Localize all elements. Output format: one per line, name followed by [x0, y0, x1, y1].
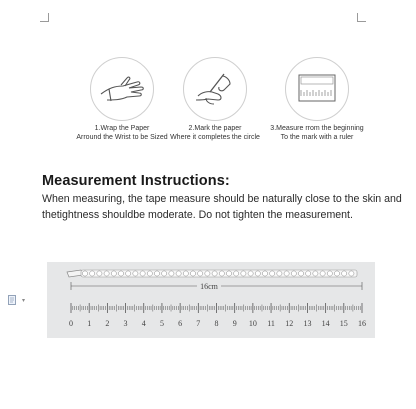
mark-pen-icon	[183, 57, 247, 121]
step-caption-title: 2.Mark the paper	[188, 125, 242, 132]
measurement-instructions: When measuring, the tape measure should be naturally close to the skin and thetightness shouldbe moderate. Do not tighten the measurement.	[42, 193, 402, 221]
step-caption-title: 1.Wrap the Paper	[94, 125, 150, 132]
bracelet-stone	[277, 271, 282, 276]
bracelet-stone	[104, 271, 109, 276]
ruler-tick-label: 12	[285, 319, 294, 328]
bracelet-stone	[320, 271, 325, 276]
ruler-tick-label: 6	[178, 319, 183, 328]
bracelet-stone	[183, 271, 188, 276]
ruler-tick-label: 10	[248, 319, 257, 328]
bracelet-stone	[118, 271, 123, 276]
ruler-tick-label: 13	[303, 319, 312, 328]
bracelet-stone	[313, 271, 318, 276]
bracelet-stone	[255, 271, 260, 276]
step-caption-detail: Where it completes the circle	[170, 134, 260, 141]
bracelet-stone	[291, 271, 296, 276]
ruler-tick-label: 2	[105, 319, 110, 328]
ruler-tick-label: 7	[196, 319, 201, 328]
bracelet-stone	[97, 271, 102, 276]
ruler-tick-label: 3	[123, 319, 128, 328]
ruler-tick-label: 14	[321, 319, 330, 328]
crop-mark-top-left	[40, 13, 49, 22]
bracelet-stone	[298, 271, 303, 276]
bracelet-stone	[270, 271, 275, 276]
bracelet-stone	[349, 271, 354, 276]
bracelet-stone	[190, 271, 195, 276]
ruler-tick-label: 1	[87, 319, 92, 328]
bracelet-stone	[126, 271, 131, 276]
bracelet-stone	[327, 271, 332, 276]
bracelet-chain	[67, 270, 357, 277]
bracelet-stone	[198, 271, 203, 276]
bracelet-stone	[90, 271, 95, 276]
bracelet-stone	[241, 271, 246, 276]
bracelet-stone	[147, 271, 152, 276]
ruler-ticks	[71, 303, 362, 313]
ruler-tick-label: 5	[159, 319, 164, 328]
bracelet-stone	[162, 271, 167, 276]
step-measure-ruler	[252, 57, 382, 142]
bracelet-stone	[212, 271, 217, 276]
step-caption-title: 3.Measure rrom the beginning	[270, 125, 364, 132]
bracelet-ruler-panel	[47, 262, 375, 338]
bracelet-stone	[248, 271, 253, 276]
ruler-tick-label: 8	[214, 319, 219, 328]
crop-mark-top-right	[357, 13, 366, 22]
span-label: 16cm	[200, 282, 218, 291]
ruler-labels	[69, 319, 366, 328]
bracelet-stone	[205, 271, 210, 276]
ruler-graphic	[47, 262, 375, 338]
bracelet-stone	[226, 271, 231, 276]
wrist-wrap-icon	[90, 57, 154, 121]
span-indicator	[71, 281, 362, 291]
bracelet-stone	[111, 271, 116, 276]
step-caption-detail: Arround the Wrist to be Sized	[76, 134, 168, 141]
bracelet-stone	[176, 271, 181, 276]
step-caption-detail: To the mark with a ruler	[280, 134, 354, 141]
ruler-measure-icon	[285, 57, 349, 121]
bracelet-stone	[284, 271, 289, 276]
bracelet-stone	[82, 271, 87, 276]
ruler-tick-label: 16	[358, 319, 366, 328]
ruler-tick-label: 11	[267, 319, 275, 328]
bracelet-stone	[306, 271, 311, 276]
bracelet-stone	[334, 271, 339, 276]
bracelet-stone	[219, 271, 224, 276]
document-indicator-dot: ▾	[22, 298, 26, 304]
ruler-tick-label: 9	[232, 319, 237, 328]
bracelet-stone	[262, 271, 267, 276]
bracelet-stone	[234, 271, 239, 276]
bracelet-stone	[140, 271, 145, 276]
ruler-tick-label: 0	[69, 319, 73, 328]
bracelet-stone	[169, 271, 174, 276]
bracelet-stone	[154, 271, 159, 276]
ruler-tick-label: 4	[141, 319, 146, 328]
bracelet-stone	[342, 271, 347, 276]
measurement-heading: Measurement Instructions:	[42, 173, 230, 189]
document-icon	[8, 295, 17, 305]
ruler-tick-label: 15	[339, 319, 348, 328]
bracelet-stone	[133, 271, 138, 276]
